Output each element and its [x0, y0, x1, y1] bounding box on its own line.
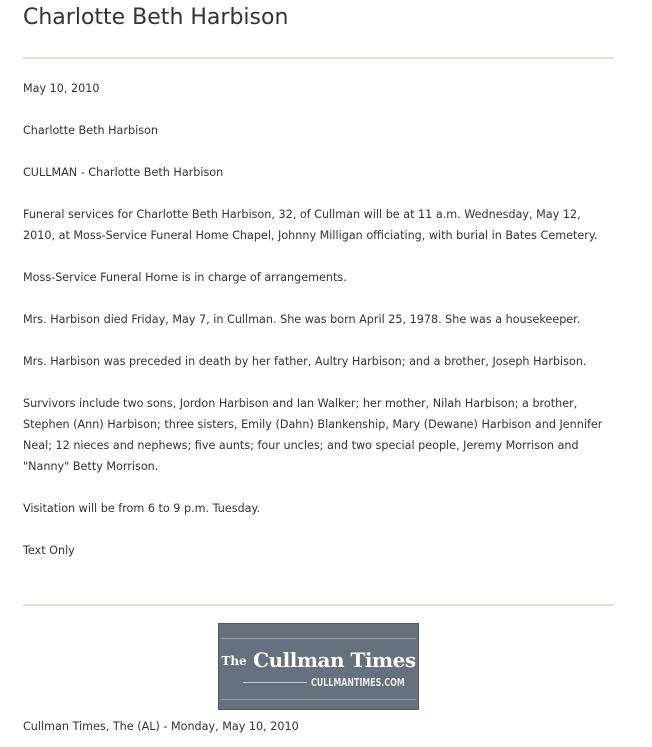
page-title: Charlotte Beth Harbison	[23, 5, 289, 30]
article-body	[23, 78, 614, 582]
logo-rule	[221, 699, 416, 700]
logo-wordmark: The Cullman Times	[221, 648, 416, 672]
logo-rule	[221, 638, 416, 639]
logo-dash-line	[243, 682, 307, 683]
article-paragraph: Mrs. Harbison was preceded in death by her father, Aultry Harbison; and a brother, Joseph Harbison.	[23, 355, 587, 368]
bottom-divider	[23, 604, 614, 606]
article-dateline: CULLMAN - Charlotte Beth Harbison	[23, 166, 224, 179]
logo-url: CULLMANTIMES.COM	[311, 676, 405, 689]
source-line: Cullman Times, The (AL) - Monday, May 10, 2010	[23, 720, 299, 733]
article-date: May 10, 2010	[23, 82, 100, 95]
article-paragraph: Visitation will be from 6 to 9 p.m. Tuesday.	[23, 502, 261, 515]
article-headline: Charlotte Beth Harbison	[23, 124, 158, 137]
article-paragraph: Funeral services for Charlotte Beth Harbison, 32, of Cullman will be at 11 a.m. Wednesday, May 12, 2010, at Moss-Service Funeral Home Chapel, Johnny Milligan officiating, with burial in Bates Cemetery.	[23, 208, 598, 242]
article-paragraph: Moss-Service Funeral Home is in charge of arrangements.	[23, 271, 347, 284]
text-only-label: Text Only	[23, 544, 75, 557]
article-paragraph: Mrs. Harbison died Friday, May 7, in Cullman. She was born April 25, 1978. She was a housekeeper.	[23, 313, 581, 326]
top-divider	[23, 57, 614, 59]
cullman-times-logo	[218, 623, 419, 710]
article-paragraph: Survivors include two sons, Jordon Harbison and Ian Walker; her mother, Nilah Harbison; a brother, Stephen (Ann) Harbison; three sisters, Emily (Dahn) Blankenship, Mary (Dewane) Harbison and Jennifer Neal; 12 nieces and nephews; five aunts; four uncles; and two special people, Jeremy Morrison and "Nanny" Betty Morrison.	[23, 397, 603, 473]
